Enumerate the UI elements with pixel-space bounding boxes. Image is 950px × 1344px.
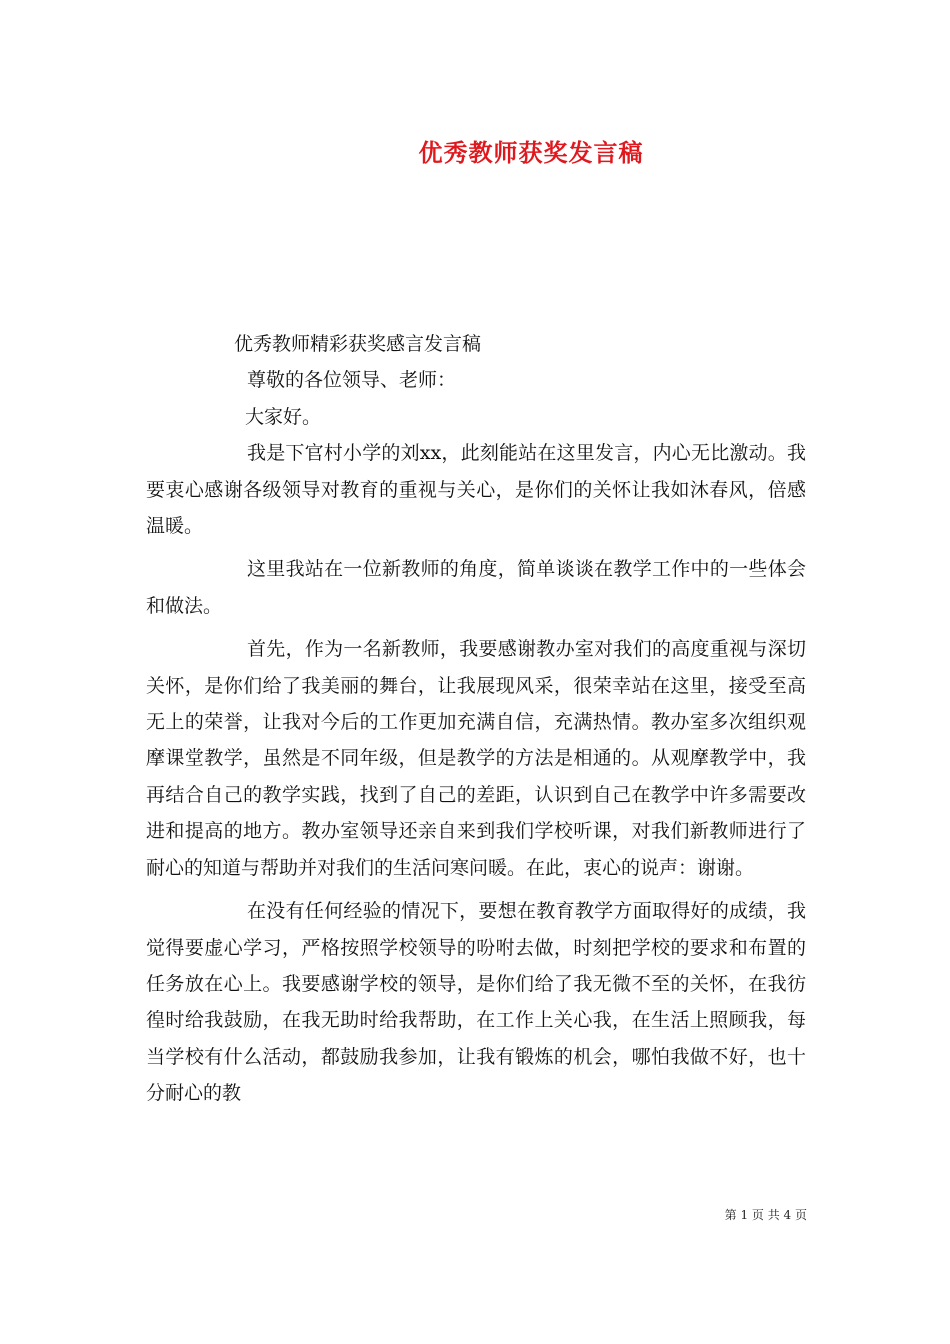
document-subtitle: 优秀教师精彩获奖感言发言稿 xyxy=(234,333,482,355)
page-number: 第 1 页 共 4 页 xyxy=(724,1208,807,1222)
greeting-line: 尊敬的各位领导、老师： xyxy=(247,369,457,392)
hello-line: 大家好。 xyxy=(245,405,322,428)
document-title: 优秀教师获奖发言稿 xyxy=(418,138,644,167)
paragraph-school-thanks: 在没有任何经验的情况下，要想在教育教学方面取得好的成绩，我觉得要虚心学习，严格按照学校领导的吩咐去做，时刻把学校的要求和布置的任务放在心上。我要感谢学校的领导，是你们给了我无微不至的关怀，在我彷徨时给我鼓励，在我无助时给我帮助，在工作上关心我，在生活上照顾我，每当学校有什么活动，都鼓励我参加，让我有锻炼的机会，哪怕我做不好，也十分耐心的教 xyxy=(146,900,806,1105)
paragraph-office-thanks: 首先，作为一名新教师，我要感谢教办室对我们的高度重视与深切关怀，是你们给了我美丽的舞台，让我展现风采，很荣幸站在这里，接受至高无上的荣誉，让我对今后的工作更加充满自信，充满热情。教办室多次组织观摩课堂教学，虽然是不同年级，但是教学的方法是相通的。从观摩教学中，我再结合自己的教学实践，找到了自己的差距，认识到自己在教学中许多需要改进和提高的地方。教办室领导还亲自来到我们学校听课，对我们新教师进行了耐心的知道与帮助并对我们的生活问寒问暖。在此，衷心的说声：谢谢。 xyxy=(146,638,806,879)
document-body xyxy=(146,326,806,1112)
paragraph-intro: 我是下官村小学的刘xx，此刻能站在这里发言，内心无比激动。我要衷心感谢各级领导对教育的重视与关心，是你们的关怀让我如沐春风，倍感温暖。 xyxy=(146,442,806,538)
paragraph-perspective: 这里我站在一位新教师的角度，简单谈谈在教学工作中的一些体会和做法。 xyxy=(146,558,806,617)
